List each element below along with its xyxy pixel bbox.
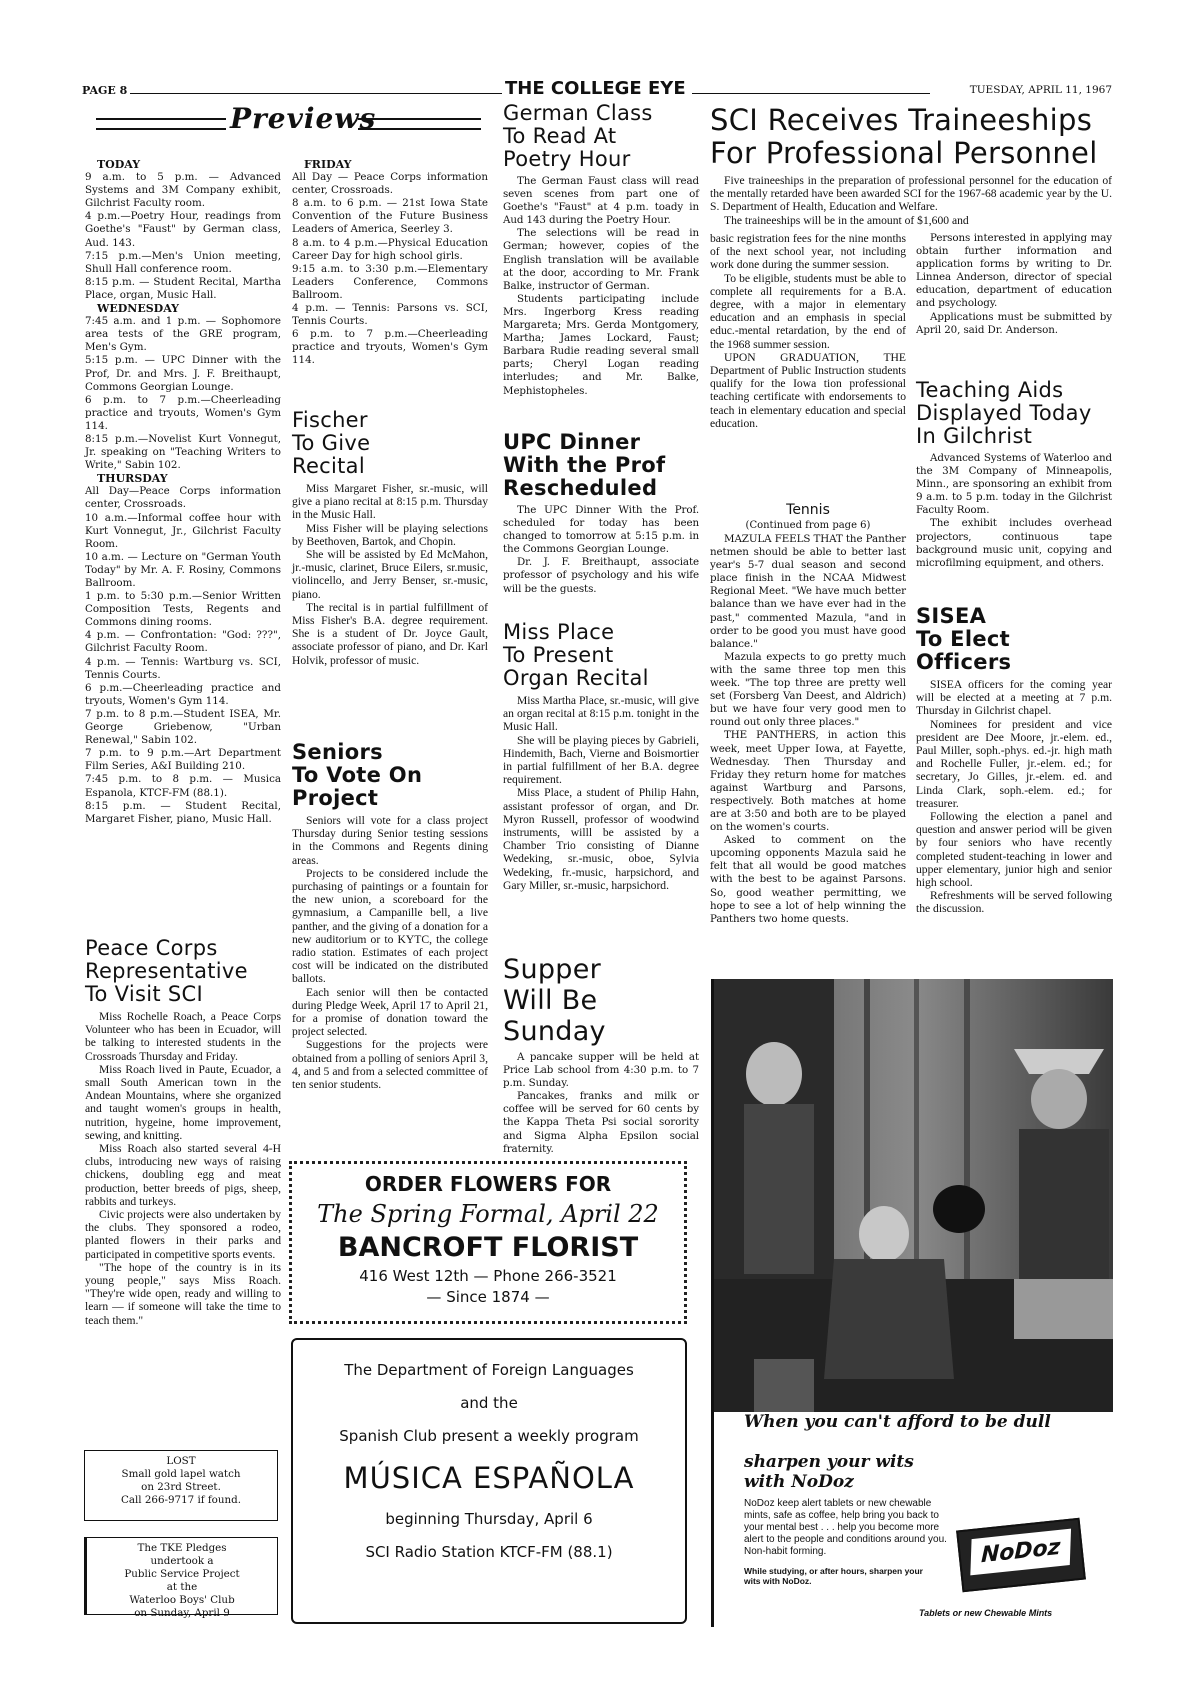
- notice-line: The TKE Pledges: [137, 1542, 227, 1554]
- article-paragraph: Miss Roach lived in Paute, Ecuador, a small South American town in the Andean Mountains, where she organized and taught women's groups in health, nutrition, hygeine, home improvement, sewing, and knitting.: [85, 1062, 281, 1142]
- package-logo: NoDoz: [970, 1529, 1071, 1576]
- article-tennis: [710, 502, 906, 926]
- continued-note: (Continued from page 6): [745, 520, 871, 531]
- article-paragraph: Miss Fisher will be playing selections by Beethoven, Bartok, and Chopin.: [292, 521, 488, 548]
- article-paragraph: Refreshments will be served following the discussion.: [916, 889, 1112, 916]
- banner-rule: [96, 118, 226, 130]
- article-paragraph: Projects to be considered include the purchasing of paintings or a fountain for the new union, a scoreboard for the gymnasium, a Campanille bell, a live panther, and the giving of a donation for a new auditorium or to KYTC, the college radio station. Estimates of each project cost will be indicated on the distributed ballots.: [292, 866, 488, 986]
- nodoz-caption: Tablets or new Chewable Mints: [919, 1608, 1053, 1618]
- tagline-line: sharpen your wits: [744, 1452, 914, 1472]
- schedule-entry: 7 p.m. to 8 p.m.—Student ISEA, Mr. George Griebenow, "Urban Renewal," Sabin 102.: [85, 707, 281, 747]
- schedule-entry: 4 p.m. — Confrontation: "God: ???", Gilchrist Faculty Room.: [85, 629, 281, 655]
- headline-line: Peace Corps: [85, 936, 218, 960]
- masthead: THE COLLEGE EYE: [505, 78, 686, 99]
- article-paragraph: Miss Place, a student of Philip Hahn, assistant professor of organ, and Dr. Myron Russell, professor of woodwind instruments, willl be assisted by a Chamber Trio consisting of Dianne Wedeking, sr.-music, oboe, Sylvia Wedeking, fr.-music, harpsichord, and Gary Miller, sr.-music, harpsichord.: [503, 786, 699, 892]
- article-paragraph: UPON GRADUATION, THE Department of Public Instruction students qualify for the Iowa tion professional teaching certificate with endorsements to teach in elementary education and special education.: [710, 350, 906, 430]
- schedule-entry: 5:15 p.m. — UPC Dinner with the Prof, Dr. and Mrs. J. F. Breithaupt, Commons Georgian Lounge.: [85, 354, 281, 393]
- article-paragraph: Students participating include Mrs. Ingerborg Kress reading Margareta; Mrs. Gerda Montgomery, Martha; James Lockard, Faust; Barbara Rudie reading several small parts; Cheryl Logan reading interludes; and Mr. Balke, Mephistopheles.: [503, 292, 699, 397]
- previews-friday: [292, 158, 488, 368]
- article-paragraph: She will be playing pieces by Gabrieli, Hindemith, Bach, Vierne and Boismortier in partial fulfillment of her B.A. degree requirement.: [503, 733, 699, 787]
- nodoz-ad: [711, 1412, 1113, 1627]
- notice-line: Small gold lapel watch: [121, 1468, 241, 1480]
- headline: [292, 409, 488, 478]
- notice-line: at the: [166, 1581, 198, 1593]
- schedule-entry: 6 p.m. to 7 p.m.—Cheerleading practice and tryouts, Women's Gym 114.: [292, 328, 488, 367]
- tke-notice: [84, 1537, 278, 1619]
- headline-line: Project: [292, 786, 379, 810]
- article-paragraph: Miss Margaret Fisher, sr.-music, will give a piano recital at 8:15 p.m. Thursday in the Music Hall.: [292, 482, 488, 522]
- florist-address: 416 West 12th — Phone 266-3521: [359, 1267, 617, 1285]
- schedule-entry: 6 p.m. to 7 p.m.—Cheerleading practice and tryouts, Women's Gym 114.: [85, 393, 281, 432]
- headline-line: Representative: [85, 959, 248, 983]
- previews-banner: [96, 102, 481, 138]
- article-paragraph: Miss Martha Place, sr.-music, will give an organ recital at 8:15 p.m. tonight in the Music Hall.: [503, 694, 699, 734]
- headline: [292, 741, 488, 810]
- silent-film-photo: [714, 979, 1113, 1412]
- schedule-entry: All Day — Peace Corps information center, Crossroads.: [292, 171, 488, 197]
- schedule-entry: 7 p.m. to 9 p.m.—Art Department Film Series, A&I Building 210.: [85, 747, 281, 773]
- article-paragraph: The traineeships will be in the amount of $1,600 and: [724, 213, 969, 227]
- ad-line: SCI Radio Station KTCF-FM (88.1): [365, 1543, 613, 1561]
- florist-ad: [289, 1161, 687, 1324]
- schedule-entry: 9:15 a.m. to 3:30 p.m.—Elementary Leaders Conference, Commons Ballroom.: [292, 262, 488, 301]
- headline-line: Sunday: [503, 1016, 606, 1047]
- nodoz-ad-photo: [711, 979, 1113, 1412]
- tagline: When you can't afford to be dull: [744, 1412, 1051, 1432]
- schedule-entry: 7:15 p.m.—Men's Union meeting, Shull Hall conference room.: [85, 249, 281, 275]
- article-german-class: [503, 102, 699, 398]
- notice-line: LOST: [166, 1455, 196, 1467]
- nodoz-footer: While studying, or after hours, sharpen your wits with NoDoz.: [744, 1566, 923, 1586]
- schedule-entry: 4 p.m. — Tennis: Parsons vs. SCI, Tennis Courts.: [292, 302, 488, 328]
- schedule-entry: 6 p.m.—Cheerleading practice and tryouts, Women's Gym 114.: [85, 681, 281, 707]
- day-heading: FRIDAY: [304, 158, 352, 171]
- article-paragraph: MAZULA FEELS THAT the Panther netmen should be able to better last year's 5-7 dual season and second place finish in the NCAA Midwest Regional Meet. "We have much better balance than we have ever had in the past," commented Mazula, "and in order to be good you must have good balance.": [710, 533, 906, 650]
- previews-title: Previews: [230, 102, 377, 135]
- schedule-entry: 8 a.m. to 4 p.m.—Physical Education Career Day for high school girls.: [292, 236, 488, 262]
- article-paragraph: Suggestions for the projects were obtained from a polling of seniors April 3, 4, and 5 and from a selected committee of ten senior students.: [292, 1038, 488, 1092]
- headline-line: Officers: [916, 650, 1012, 674]
- sci-column-b: [916, 232, 1112, 337]
- notice-line: Call 266-9717 if found.: [120, 1494, 241, 1506]
- schedule-entry: 9 a.m. to 5 p.m. — Advanced Systems and 3M Company exhibit, Gilchrist Faculty room.: [85, 171, 281, 210]
- article-paragraph: She will be assisted by Ed McMahon, jr.-music, clarinet, Bruce Eilers, sr.music, violincello, and Jerry Benser, sr.-music, piano.: [292, 548, 488, 601]
- headline: [503, 621, 699, 690]
- headline-line: SISEA: [916, 604, 987, 628]
- issue-date: TUESDAY, APRIL 11, 1967: [969, 84, 1112, 96]
- schedule-entry: 8:15 p.m.—Novelist Kurt Vonnegut, Jr. speaking on "Teaching Writers to Write," Sabin 102.: [85, 432, 281, 472]
- lost-notice: [84, 1450, 278, 1521]
- article-paragraph: Dr. J. F. Breithaupt, associate professor of psychology and his wife will be the guests.: [503, 556, 699, 595]
- headline-line: Rescheduled: [503, 476, 658, 500]
- article-paragraph: THE PANTHERS, in action this week, meet Upper Iowa, at Fayette, Wednesday. Then Thursday and Friday they return home for matches against Wartburg and Parsons, respectively. Both matches at home are at 3:50 and both are to be played on the women's courts.: [710, 729, 906, 834]
- schedule-entry: 8:15 p.m. — Student Recital, Martha Place, organ, Music Hall.: [85, 275, 281, 301]
- ad-line: ORDER FLOWERS FOR: [364, 1172, 612, 1196]
- banner-rule: [358, 118, 481, 130]
- tagline: [744, 1452, 1113, 1492]
- article-paragraph: Five traineeships in the preparation of professional personnel for the education of the mentally retarded have been awarded SCI for the 1967-68 academic year by the U. S. Department of Health, Education and Welfare.: [710, 174, 1112, 214]
- notice-line: Public Service Project: [124, 1568, 240, 1580]
- headline-line: German Class: [503, 101, 653, 125]
- article-upc-dinner: [503, 431, 699, 596]
- headline-line: SCI Receives Traineeships: [710, 103, 1093, 137]
- headline-line: UPC Dinner: [503, 430, 641, 454]
- headline-line: Displayed Today: [916, 401, 1092, 425]
- notice-line: Waterloo Boys' Club: [129, 1594, 235, 1606]
- headline-line: Poetry Hour: [503, 147, 631, 171]
- article-paragraph: Each senior will then be contacted during Pledge Week, April 17 to April 21, for a promise of donation toward the project selected.: [292, 985, 488, 1039]
- article-paragraph: The German Faust class will read seven scenes from part one of Goethe's "Faust" at 4 p.m. toady in Aud 143 during the Poetry Hour.: [503, 175, 699, 227]
- notice-line: undertook a: [150, 1555, 214, 1567]
- article-miss-place: [503, 621, 699, 892]
- day-heading: TODAY: [97, 158, 141, 171]
- headline-line: Fischer: [292, 408, 368, 432]
- header-rule: [692, 93, 930, 94]
- article-paragraph: Following the election a panel and question and answer period will be given by four seniors who have recently completed student-teaching in lower and upper elementary, junior high and senior high school.: [916, 810, 1112, 890]
- article-sisea: [916, 605, 1112, 916]
- headline-line: In Gilchrist: [916, 424, 1033, 448]
- florist-name: BANCROFT FLORIST: [337, 1232, 639, 1263]
- schedule-entry: 10 a.m.—Informal coffee hour with Kurt Vonnegut, Jr., Gilchrist Faculty Room.: [85, 511, 281, 550]
- article-paragraph: SISEA officers for the coming year will be elected at a meeting at 7 p.m. Thursday in Gilchrist chapel.: [916, 678, 1112, 718]
- ad-script: The Spring Formal, April 22: [317, 1200, 659, 1228]
- day-heading: WEDNESDAY: [97, 302, 180, 316]
- article-paragraph: A pancake supper will be held at Price Lab school from 4:30 p.m. to 7 p.m. Sunday.: [503, 1051, 699, 1090]
- nodoz-package: [956, 1518, 1086, 1593]
- headline: [710, 104, 1112, 170]
- ad-line: beginning Thursday, April 6: [385, 1510, 593, 1528]
- headline-line: With the Prof: [503, 453, 666, 477]
- schedule-entry: 8 a.m. to 6 p.m. — 21st Iowa State Convention of the Future Business Leaders of America, Seerley 3.: [292, 197, 488, 236]
- article-paragraph: The recital is in partial fulfillment of Miss Fisher's B.A. degree requirement. She is a student of Dr. Joyce Gault, associate professor of piano, and Dr. Karl Holvik, professor of music.: [292, 600, 488, 667]
- headline-line: Teaching Aids: [916, 378, 1064, 402]
- article-paragraph: Miss Roach also started several 4-H clubs, introducing new ways of raising chickens, doubling egg and meat production, better breeds of pigs, sheep, rabbits and turkeys.: [85, 1142, 281, 1208]
- headline: [503, 102, 699, 171]
- schedule-entry: 4 p.m. — Tennis: Wartburg vs. SCI, Tennis Courts.: [85, 655, 281, 681]
- headline-line: To Visit SCI: [85, 982, 203, 1006]
- schedule-entry: 8:15 p.m. — Student Recital, Margaret Fisher, piano, Music Hall.: [85, 799, 281, 825]
- article-paragraph: Asked to comment on the upcoming opponents Mazula said he felt that all would be good matches with the best to be against Parsons. So, good weather permitting, we hope to see a lot of help winning the Panthers two home quests.: [710, 834, 906, 925]
- article-supper: [503, 954, 699, 1156]
- article-paragraph: Persons interested in applying may obtain further information and application forms by writing to Dr. Linnea Anderson, director of special education, department of education and psychology.: [916, 232, 1112, 310]
- headline-line: To Give: [292, 431, 371, 455]
- article-paragraph: Mazula expects to go pretty much with the same three top men this week. "The top three are pretty well set (Forsberg Van Deest, and Aldrich) but we have four very good men to round out only three places.": [710, 650, 906, 729]
- headline: [503, 954, 699, 1047]
- article-paragraph: The exhibit includes overhead projectors, continuous tape background music unit, copying and microfilming equipment, and others.: [916, 517, 1112, 569]
- florist-since: — Since 1874 —: [426, 1288, 550, 1306]
- schedule-entry: 10 a.m. — Lecture on "German Youth Today" by Mr. A. F. Rosiny, Commons Ballroom.: [85, 550, 281, 589]
- headline: [916, 605, 1112, 674]
- tagline-line: with NoDoz: [744, 1472, 854, 1492]
- ad-line: and the: [460, 1394, 518, 1412]
- headline: [85, 937, 281, 1006]
- headline: [503, 431, 699, 500]
- article-paragraph: "The hope of the country is in its young people," says Miss Roach. "They're wide open, ready and willing to learn — if someone will take the time to teach them.": [85, 1260, 281, 1327]
- headline: [916, 379, 1112, 448]
- headline-line: Organ Recital: [503, 666, 649, 690]
- musica-espanola-ad: [291, 1338, 687, 1624]
- headline-line: To Read At: [503, 124, 617, 148]
- schedule-entry: All Day—Peace Corps information center, Crossroads.: [85, 485, 281, 511]
- schedule-entry: 1 p.m. to 5:30 p.m.—Senior Written Composition Tests, Regents and Commons dining rooms.: [85, 590, 281, 629]
- article-paragraph: basic registration fees for the nine months of the next school year, not including work done during the summer session.: [710, 232, 906, 272]
- headline-line: For Professional Personnel: [710, 136, 1098, 170]
- previews-schedule: [85, 158, 281, 826]
- headline: Tennis: [786, 502, 830, 518]
- article-paragraph: Civic projects were also undertaken by the clubs. They sponsored a rodeo, planted flowers in their parks and participated in competitive sports events.: [85, 1208, 281, 1261]
- article-paragraph: Miss Rochelle Roach, a Peace Corps Volunteer who has been in Ecuador, will be talking to interested students in the Crossroads Thursday and Friday.: [85, 1010, 281, 1063]
- article-paragraph: Nominees for president and vice president are Dee Moore, jr.-elem. ed., Paul Miller, soph.-phys. ed.-jr. high math and Rochelle Fuller, jr.-elem. ed.; for secretary, Jo Gilles, jr.-elem. ed. and Linda Clark, soph.-elem. ed.; for treasurer.: [916, 717, 1112, 810]
- article-fischer: [292, 409, 488, 667]
- headline-line: Will Be: [503, 985, 598, 1016]
- article-paragraph: The UPC Dinner With the Prof. scheduled for today has been changed to tomorrow at 5:15 p.m. in the Commons Georgian Lounge.: [503, 504, 699, 556]
- schedule-entry: 4 p.m.—Poetry Hour, readings from Goethe's "Faust" by German class, Aud. 143.: [85, 210, 281, 249]
- sci-column-a: [710, 232, 906, 430]
- schedule-entry: 7:45 p.m. to 8 p.m. — Musica Espanola, KTCF-FM (88.1).: [85, 773, 281, 799]
- headline-line: Recital: [292, 454, 365, 478]
- article-paragraph: To be eligible, students must be able to complete all requirements for a B.A. degree, with a major in elementary education and an emphasis in special educ.-mental retardation, by the end of the 1968 summer session.: [710, 271, 906, 351]
- article-sci-traineeships: [710, 104, 1112, 227]
- schedule-entry: 7:45 a.m. and 1 p.m. — Sophomore area tests of the GRE program, Men's Gym.: [85, 315, 281, 354]
- article-teaching-aids: [916, 379, 1112, 570]
- headline-line: To Elect: [916, 627, 1010, 651]
- headline-line: To Vote On: [292, 763, 423, 787]
- headline-line: Seniors: [292, 740, 383, 764]
- article-paragraph: Pancakes, franks and milk or coffee will be served for 60 cents by the Kappa Theta Psi social sorority and Sigma Alpha Epsilon social fraternity.: [503, 1090, 699, 1155]
- headline-line: To Present: [503, 643, 614, 667]
- nodoz-body: NoDoz keep alert tablets or new chewable mints, safe as coffee, help bring you back to your mental best . . . help you become more alert to the people and conditions around you. Non-habit forming.: [744, 1498, 947, 1557]
- headline-line: Miss Place: [503, 620, 615, 644]
- article-peace-corps: [85, 937, 281, 1327]
- program-title: MÚSICA ESPAÑOLA: [343, 1461, 635, 1495]
- ad-line: The Department of Foreign Languages: [344, 1361, 634, 1379]
- notice-line: on 23rd Street.: [141, 1481, 221, 1493]
- article-seniors: [292, 741, 488, 1091]
- article-paragraph: The selections will be read in German; however, copies of the English translation will be available at the door, according to Mr. Frank Balke, instructor of German.: [503, 227, 699, 292]
- notice-line: on Sunday, April 9: [134, 1607, 230, 1619]
- headline-line: Supper: [503, 954, 602, 985]
- ad-line: Spanish Club present a weekly program: [339, 1427, 639, 1445]
- header-rule: [130, 93, 502, 94]
- day-heading: THURSDAY: [97, 472, 168, 486]
- article-paragraph: Advanced Systems of Waterloo and the 3M Company of Minneapolis, Minn., are sponsoring an exhibit from 9 a.m. to 5 p.m. today in the Gilchrist Faculty Room.: [916, 452, 1112, 517]
- page-number: PAGE 8: [82, 84, 128, 97]
- article-paragraph: Applications must be submitted by April 20, said Dr. Anderson.: [916, 310, 1112, 336]
- article-paragraph: Seniors will vote for a class project Thursday during Senior testing sessions in the Commons and Regents dining areas.: [292, 814, 488, 867]
